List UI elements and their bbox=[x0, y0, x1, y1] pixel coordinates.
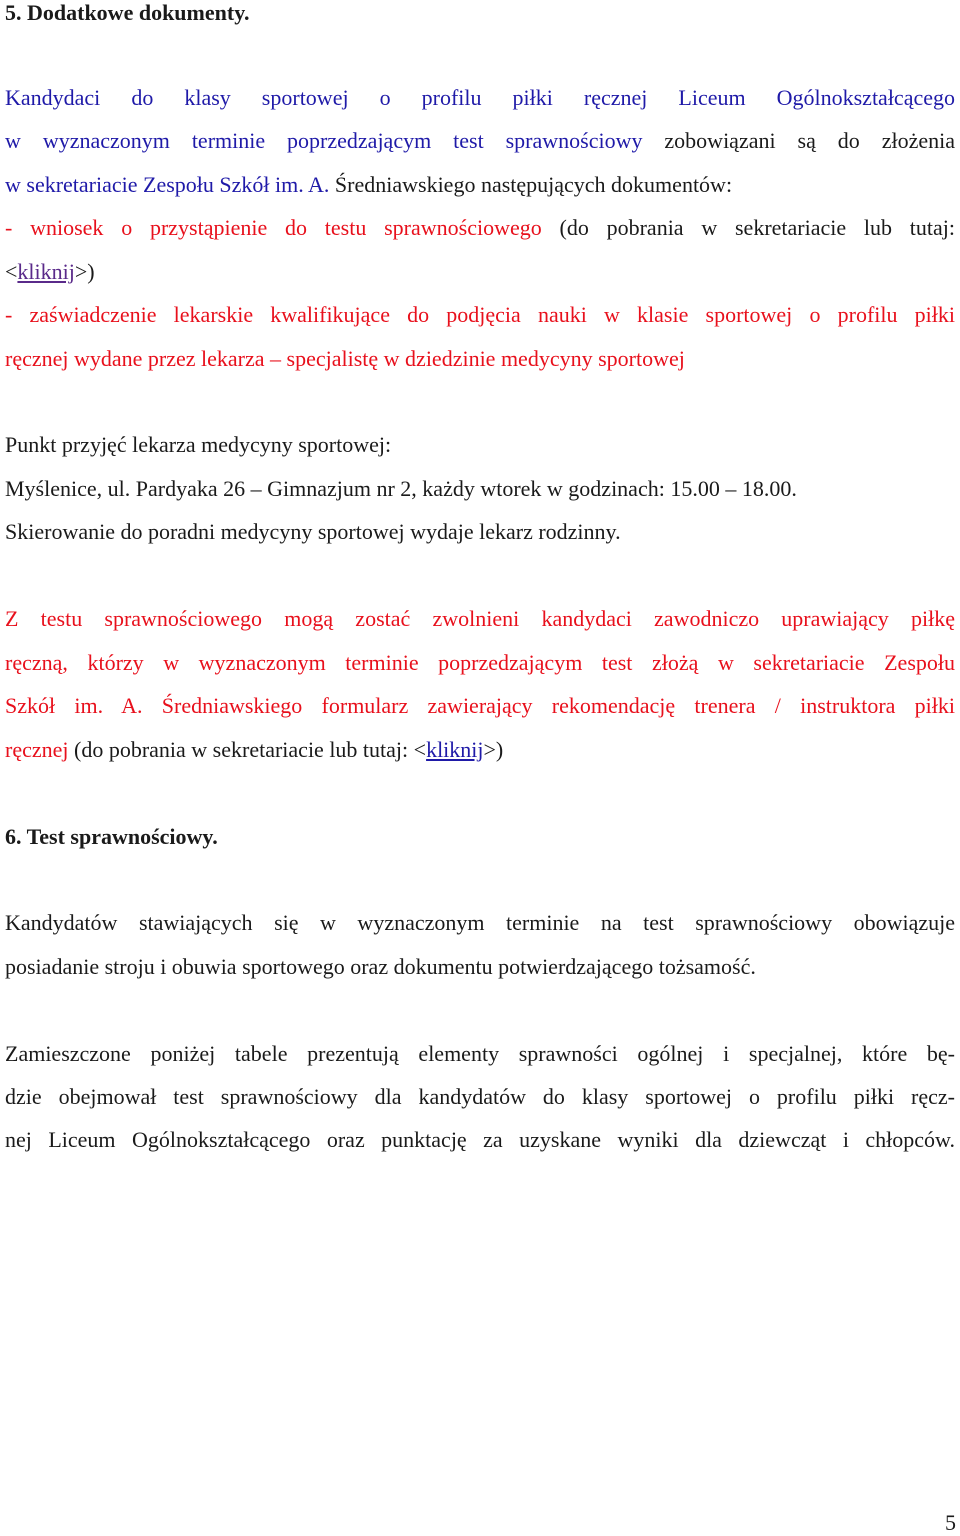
item-2-line-2: ręcznej wydane przez lekarza – specjalistę w dziedzinie medycyny sportowej bbox=[5, 346, 685, 371]
exemption-line-1: Z testu sprawnościowego mogą zostać zwolnieni kandydaci zawodniczo uprawiający piłkę bbox=[5, 606, 955, 631]
test-p2-line-2: dzie obejmował test sprawnościowy dla kandydatów do klasy sportowej o profilu piłki ręcz- bbox=[5, 1084, 955, 1109]
exemption-line-3: Szkół im. A. Średniawskiego formularz zawierający rekomendację trenera / instruktora piłki bbox=[5, 693, 955, 718]
intro-line-3-part-b: Średniawskiego następujących dokumentów: bbox=[334, 172, 733, 197]
exemption-line-4-part-c: >) bbox=[483, 737, 504, 762]
item-1-note: (do pobrania w sekretariacie lub tutaj: bbox=[541, 215, 955, 240]
item-1-bracket-open: < bbox=[5, 259, 18, 284]
section-5-heading: 5. Dodatkowe dokumenty. bbox=[5, 0, 250, 25]
exemption-line-2: ręczną, którzy w wyznaczonym terminie poprzedzającym test złożą w sekretariacie Zespołu bbox=[5, 650, 955, 675]
item-1-text: - wniosek o przystąpienie do testu sprawnościowego bbox=[5, 215, 542, 240]
clinic-line-1: Punkt przyjęć lekarza medycyny sportowej: bbox=[5, 432, 392, 457]
intro-line-2 bbox=[5, 128, 955, 154]
section-6-heading: 6. Test sprawnościowy. bbox=[5, 824, 218, 849]
test-p1-line-2: posiadanie stroju i obuwia sportowego oraz dokumentu potwierdzającego tożsamość. bbox=[5, 954, 756, 979]
item-1-bracket-close: >) bbox=[74, 259, 95, 284]
intro-line-1: Kandydaci do klasy sportowej o profilu piłki ręcznej Liceum Ogólnokształcącego bbox=[5, 85, 955, 110]
test-p1-line-1: Kandydatów stawiających się w wyznaczonym terminie na test sprawnościowy obowiązuje bbox=[5, 910, 955, 935]
intro-line-2-part-a: w wyznaczonym terminie poprzedzającym test sprawnościowy bbox=[5, 128, 643, 153]
exemption-download-link[interactable]: kliknij bbox=[426, 737, 484, 762]
item-1-line-1 bbox=[5, 215, 955, 241]
intro-line-3-part-a: w sekretariacie Zespołu Szkół im. A. bbox=[5, 172, 335, 197]
test-p2-line-1: Zamieszczone poniżej tabele prezentują elementy sprawności ogólnej i specjalnej, które bę- bbox=[5, 1041, 955, 1066]
intro-line-3 bbox=[5, 172, 955, 198]
clinic-line-3: Skierowanie do poradni medycyny sportowej wydaje lekarz rodzinny. bbox=[5, 519, 621, 544]
page-number: 5 bbox=[945, 1510, 956, 1535]
exemption-line-4 bbox=[5, 737, 955, 763]
exemption-line-4-part-a: ręcznej bbox=[5, 737, 69, 762]
item-1-download-link[interactable]: kliknij bbox=[17, 259, 75, 284]
exemption-line-4-part-b: (do pobrania w sekretariacie lub tutaj: < bbox=[68, 737, 427, 762]
item-2-line-1: - zaświadczenie lekarskie kwalifikujące do podjęcia nauki w klasie sportowej o profilu piłki bbox=[5, 302, 955, 327]
intro-line-2-part-b: zobowiązani są do złożenia bbox=[642, 128, 956, 153]
item-1-line-2 bbox=[5, 259, 955, 285]
test-p2-line-3: nej Liceum Ogólnokształcącego oraz punktację za uzyskane wyniki dla dziewcząt i chłopców. bbox=[5, 1127, 955, 1152]
clinic-line-2: Myślenice, ul. Pardyaka 26 – Gimnazjum nr 2, każdy wtorek w godzinach: 15.00 – 18.00. bbox=[5, 476, 797, 501]
